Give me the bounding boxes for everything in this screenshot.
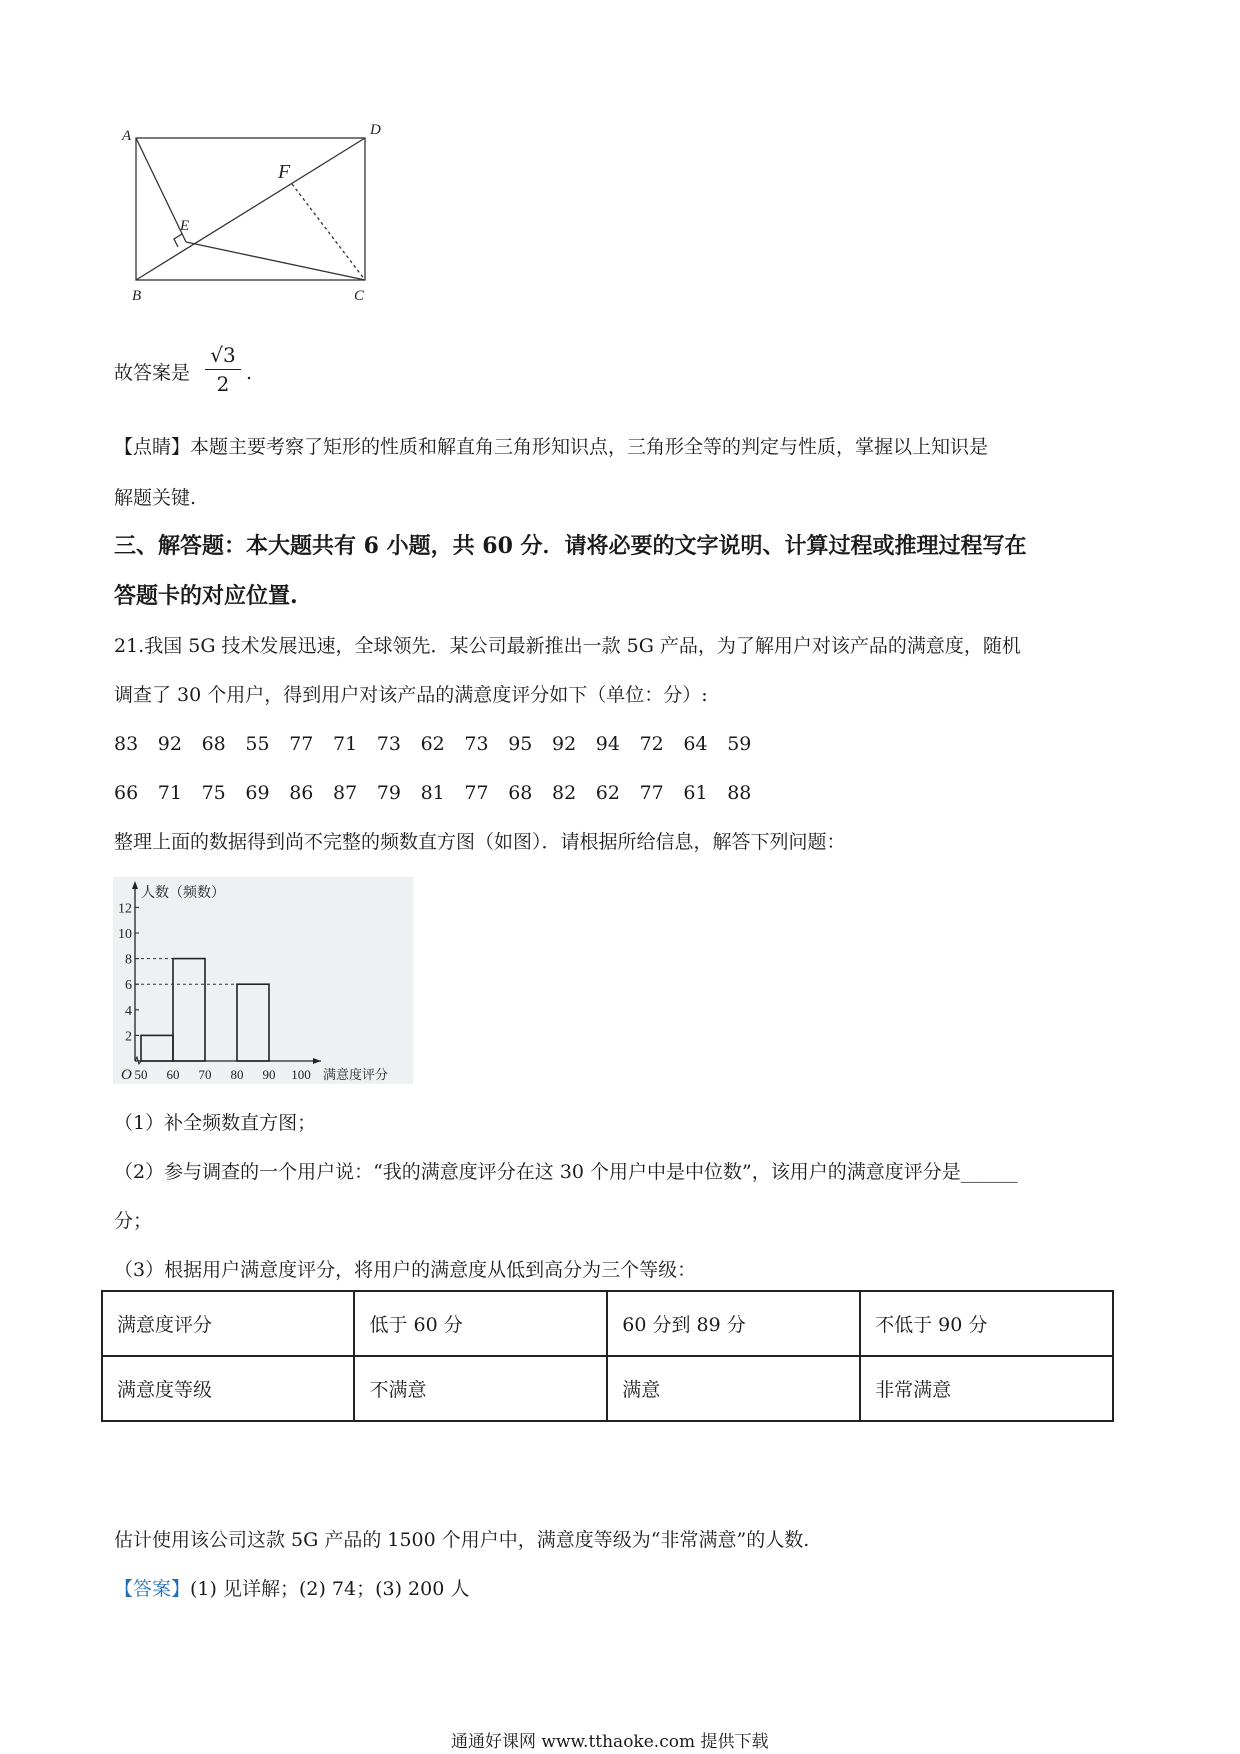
footer: 通通好课网 www.tthaoke.com 提供下载	[451, 1732, 769, 1752]
score-value: 71	[333, 733, 358, 755]
label-f: F	[278, 161, 291, 183]
score-value: 94	[595, 733, 620, 755]
score-value: 92	[157, 733, 182, 755]
table-row	[102, 1356, 1113, 1421]
line-ec	[186, 242, 365, 280]
part-2-line-2: 分；	[114, 1210, 153, 1232]
x-tick-label: 80	[230, 1067, 244, 1082]
score-value: 59	[727, 733, 752, 755]
score-value: 86	[289, 782, 314, 804]
score-value: 82	[552, 782, 577, 804]
table-cell: 满意度等级	[102, 1356, 354, 1421]
comment-line-2: 解题关键.	[114, 487, 197, 509]
score-value: 62	[595, 782, 620, 804]
line-fc	[292, 184, 365, 280]
histogram-bar	[173, 959, 205, 1061]
score-value: 81	[420, 782, 445, 804]
y-tick-label: 6	[125, 978, 132, 994]
x-tick-label: 70	[198, 1067, 212, 1082]
table-cell: 满意	[607, 1356, 860, 1421]
score-value: 75	[201, 782, 226, 804]
label-c: C	[354, 288, 365, 304]
table-cell: 不满意	[354, 1356, 607, 1421]
fraction-denominator: 2	[216, 372, 230, 396]
x-tick-label: 50	[134, 1067, 148, 1082]
question-line-3: 整理上面的数据得到尚不完整的频数直方图（如图）．请根据所给信息，解答下列问题：	[114, 831, 846, 853]
label-d: D	[370, 122, 381, 138]
table-cell: 非常满意	[860, 1356, 1113, 1421]
comment-tag: 【点睛】	[114, 436, 191, 458]
y-axis-arrow	[132, 881, 138, 889]
label-b: B	[132, 288, 142, 304]
origin-label: O	[121, 1067, 132, 1083]
question-line-1: 21.我国 5G 技术发展迅速，全球领先．某公司最新推出一款 5G 产品，为了解用户对该产品的满意度，随机	[114, 635, 1021, 657]
section-heading-line-1: 三、解答题：本大题共有 6 小题，共 60 分．请将必要的文字说明、计算过程或推理过程写在	[114, 533, 1027, 559]
estimate-question: 估计使用该公司这款 5G 产品的 1500 个用户中，满意度等级为“非常满意”的人数.	[114, 1529, 810, 1551]
score-value: 71	[157, 782, 182, 804]
answer-prefix: 故答案是	[114, 362, 191, 384]
x-tick-label: 100	[291, 1067, 311, 1082]
x-tick-label: 60	[166, 1067, 180, 1082]
answer-suffix: .	[246, 362, 253, 384]
answer-tag: 【答案】	[114, 1578, 191, 1600]
fraction	[203, 342, 243, 397]
score-value: 73	[464, 733, 489, 755]
label-a: A	[122, 128, 132, 144]
score-value: 68	[201, 733, 226, 755]
x-axis-arrow	[313, 1058, 321, 1064]
score-value: 72	[639, 733, 664, 755]
fraction-numerator: √3	[210, 343, 236, 367]
answer-line	[114, 1576, 469, 1602]
score-value: 69	[245, 782, 270, 804]
score-value: 55	[245, 733, 270, 755]
score-value: 87	[333, 782, 358, 804]
histogram	[113, 877, 413, 1084]
section-heading-line-2: 答题卡的对应位置.	[114, 583, 298, 609]
y-axis-label: 人数（频数）	[141, 886, 225, 901]
score-value: 92	[552, 733, 577, 755]
score-value: 88	[727, 782, 752, 804]
score-value: 79	[376, 782, 401, 804]
y-tick-label: 8	[125, 952, 132, 968]
score-value: 77	[289, 733, 314, 755]
score-value: 77	[639, 782, 664, 804]
grade-table	[101, 1290, 1114, 1422]
score-value: 77	[464, 782, 489, 804]
question-line-2: 调查了 30 个用户，得到用户对该产品的满意度评分如下（单位：分）:	[114, 684, 708, 706]
answer-text: (1) 见详解；(2) 74；(3) 200 人	[190, 1578, 470, 1600]
x-axis-label: 满意度评分	[323, 1067, 389, 1082]
line-ae	[136, 138, 186, 242]
table-cell: 不低于 90 分	[860, 1291, 1113, 1356]
part-1: （1）补全频数直方图；	[114, 1112, 317, 1134]
score-value: 61	[683, 782, 708, 804]
table-cell: 低于 60 分	[354, 1291, 607, 1356]
score-value: 64	[683, 733, 708, 755]
y-tick-label: 2	[125, 1029, 132, 1045]
score-value: 62	[420, 733, 445, 755]
score-value: 66	[114, 782, 139, 804]
y-tick-label: 12	[118, 901, 132, 917]
right-angle-mark	[174, 234, 182, 247]
score-value: 83	[114, 733, 139, 755]
part-3: （3）根据用户满意度评分，将用户的满意度从低到高分为三个等级：	[114, 1259, 697, 1281]
comment-line-1: 【点睛】本题主要考察了矩形的性质和解直角三角形知识点，三角形全等的判定与性质，掌握以上知识是	[114, 436, 989, 458]
y-tick-label: 4	[125, 1003, 132, 1019]
table-row	[102, 1291, 1113, 1356]
histogram-bar	[141, 1035, 173, 1061]
table-cell: 60 分到 89 分	[607, 1291, 860, 1356]
score-value: 68	[508, 782, 533, 804]
score-value: 95	[508, 733, 533, 755]
label-e: E	[180, 218, 190, 234]
score-value: 73	[376, 733, 401, 755]
y-tick-label: 10	[118, 927, 132, 942]
table-cell: 满意度评分	[102, 1291, 354, 1356]
part-2-line-1: （2）参与调查的一个用户说：“我的满意度评分在这 30 个用户中是中位数”，该用户的满意度评分是______	[114, 1161, 1018, 1183]
x-tick-label: 90	[262, 1067, 276, 1082]
histogram-bar	[237, 984, 269, 1061]
rectangle-figure	[120, 118, 400, 308]
